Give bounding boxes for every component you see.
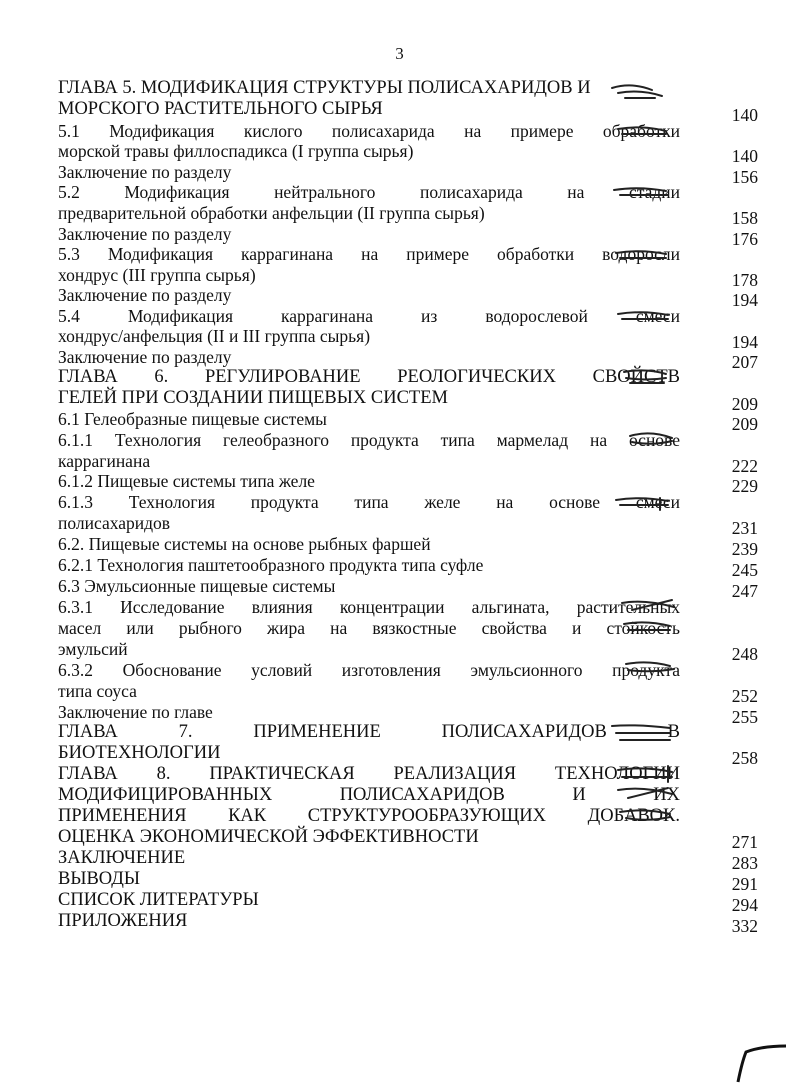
toc-line: ПРИМЕНЕНИЯ КАК СТРУКТУРООБРАЗУЮЩИХ ДОБАВОК. (58, 806, 680, 826)
toc-line: ПРИЛОЖЕНИЯ (58, 911, 188, 931)
toc-line: ОЦЕНКА ЭКОНОМИЧЕСКОЙ ЭФФЕКТИВНОСТИ (58, 827, 479, 847)
toc-line: ЗАКЛЮЧЕНИЕ (58, 848, 186, 868)
toc-line: Заключение по разделу (58, 347, 232, 367)
page-ref: 294 (731, 895, 758, 915)
page-ref: 255 (731, 707, 758, 727)
page-ref: 207 (731, 352, 758, 372)
page-ref: 178 (731, 270, 758, 290)
toc-line: 6.3 Эмульсионные пищевые системы (58, 576, 336, 596)
toc-line: Заключение по разделу (58, 224, 232, 244)
toc-line: хондрус (III группа сырья) (58, 265, 256, 285)
toc-line: хондрус/анфельция (II и III группа сырья) (58, 326, 371, 346)
toc-line: Заключение по разделу (58, 162, 232, 182)
page-ref: 271 (731, 832, 758, 852)
page-ref: 158 (731, 208, 758, 228)
toc-line: 6.2. Пищевые системы на основе рыбных фаршей (58, 534, 431, 554)
page-ref: 258 (731, 748, 758, 768)
toc-line: БИОТЕХНОЛОГИИ (58, 743, 221, 763)
toc-line: Заключение по разделу (58, 285, 232, 305)
page-ref: 194 (731, 290, 758, 310)
page-ref: 222 (731, 456, 758, 476)
toc-line: типа соуса (58, 681, 137, 701)
toc-line: предварительной обработки анфельции (II группа сырья) (58, 203, 485, 223)
toc-line: 5.3 Модификация каррагинана на примере обработки водоросли (58, 244, 680, 264)
page-ref: 252 (731, 686, 758, 706)
page-ref: 247 (731, 581, 758, 601)
page-ref: 248 (731, 644, 758, 664)
toc-line: ГЛАВА 5. МОДИФИКАЦИЯ СТРУКТУРЫ ПОЛИСАХАРИДОВ И (58, 78, 591, 98)
toc-line: Заключение по главе (58, 702, 213, 722)
toc-line: полисахаридов (58, 513, 171, 533)
toc-line: морской травы филлоспадикса (I группа сырья) (58, 141, 414, 161)
toc-line: 6.1.3 Технология продукта типа желе на основе смеси (58, 492, 680, 512)
toc-line: 6.1.1 Технология гелеобразного продукта типа мармелад на основе (58, 430, 680, 450)
toc-line: 5.1 Модификация кислого полисахарида на примере обработки (58, 121, 680, 141)
toc-line: ГЛАВА 8. ПРАКТИЧЕСКАЯ РЕАЛИЗАЦИЯ ТЕХНОЛОГИИ (58, 764, 680, 784)
page-ref: 239 (731, 539, 758, 559)
toc-line: МОРСКОГО РАСТИТЕЛЬНОГО СЫРЬЯ (58, 99, 383, 119)
page-number: 3 (395, 44, 404, 63)
toc-line: ГЛАВА 7. ПРИМЕНЕНИЕ ПОЛИСАХАРИДОВ В (58, 722, 680, 742)
page-ref: 231 (731, 518, 758, 538)
toc-line: эмульсий (58, 639, 128, 659)
page-ref: 209 (731, 394, 758, 414)
toc-line: 6.2.1 Технология паштетообразного продукта типа суфле (58, 555, 484, 575)
toc-line: ВЫВОДЫ (58, 869, 141, 889)
page-ref: 332 (731, 916, 758, 936)
page-ref: 194 (731, 332, 758, 352)
page-ref: 229 (731, 476, 758, 496)
toc-line: масел или рыбного жира на вязкостные свойства и стойкость (58, 618, 680, 638)
page-ref: 140 (731, 105, 758, 125)
toc-line: каррагинана (58, 451, 151, 471)
page-ref: 291 (731, 874, 758, 894)
toc-line: СПИСОК ЛИТЕРАТУРЫ (58, 890, 259, 910)
page-ref: 176 (731, 229, 758, 249)
toc-line: 6.3.1 Исследование влияния концентрации альгината, растительных (58, 597, 680, 617)
page-ref: 140 (731, 146, 758, 166)
toc-line: 6.3.2 Обоснование условий изготовления эмульсионного продукта (58, 660, 680, 680)
toc-line: 5.2 Модификация нейтрального полисахарида на стадии (58, 182, 680, 202)
toc-line: 5.4 Модификация каррагинана из водорослевой смеси (58, 306, 680, 326)
toc-line: МОДИФИЦИРОВАННЫХ ПОЛИСАХАРИДОВ И ИХ (58, 785, 680, 805)
toc-line: ГЕЛЕЙ ПРИ СОЗДАНИИ ПИЩЕВЫХ СИСТЕМ (58, 388, 448, 408)
toc-line: 6.1.2 Пищевые системы типа желе (58, 471, 315, 491)
toc-line: ГЛАВА 6. РЕГУЛИРОВАНИЕ РЕОЛОГИЧЕСКИХ СВОЙСТВ (58, 367, 680, 387)
page-ref: 209 (731, 414, 758, 434)
page-ref: 156 (731, 167, 758, 187)
page-ref: 283 (731, 853, 758, 873)
toc-line: 6.1 Гелеобразные пищевые системы (58, 409, 327, 429)
page-ref: 245 (731, 560, 758, 580)
